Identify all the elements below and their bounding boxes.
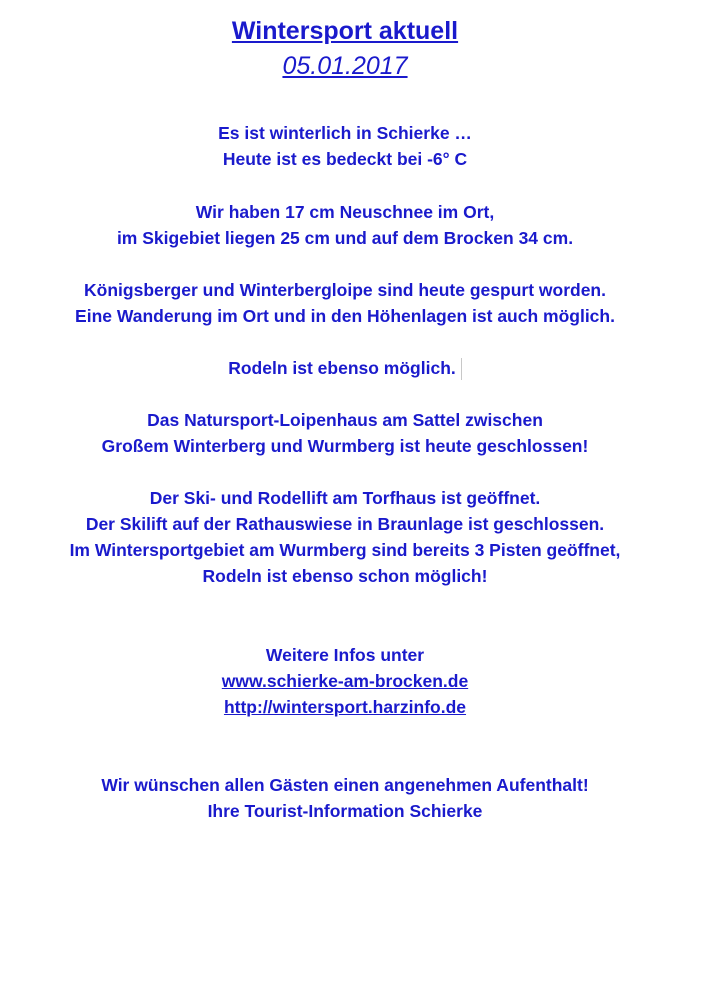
trails-line-1: Königsberger und Winterbergloipe sind heute gespurt worden.: [84, 280, 606, 300]
lodge-line-2: Großem Winterberg und Wurmberg ist heute geschlossen!: [101, 436, 589, 456]
closing-line-1: Wir wünschen allen Gästen einen angenehmen Aufenthalt!: [101, 775, 589, 795]
lifts-line-4: Rodeln ist ebenso schon möglich!: [202, 566, 488, 586]
snow-paragraph: [0, 199, 690, 251]
info-line: Weitere Infos unter: [265, 645, 425, 665]
weather-line-1: Es ist winterlich in Schierke …: [218, 123, 472, 143]
sledding-paragraph: [0, 355, 690, 381]
snow-line-2: im Skigebiet liegen 25 cm und auf dem Brocken 34 cm.: [116, 228, 574, 248]
text-cursor: [461, 358, 462, 380]
snow-line-1: Wir haben 17 cm Neuschnee im Ort,: [195, 202, 495, 222]
trails-line-2: Eine Wanderung im Ort und in den Höhenlagen ist auch möglich.: [75, 306, 615, 326]
closing-line-2: Ihre Tourist-Information Schierke: [207, 801, 483, 821]
lifts-line-2: Der Skilift auf der Rathauswiese in Braunlage ist geschlossen.: [85, 514, 605, 534]
info-paragraph: [0, 642, 690, 720]
report-date: 05.01.2017: [282, 52, 408, 80]
lodge-line-1: Das Natursport-Loipenhaus am Sattel zwischen: [147, 410, 543, 430]
closing-paragraph: [0, 772, 690, 824]
weather-line-2: Heute ist es bedeckt bei -6° C: [222, 149, 468, 169]
lifts-line-1: Der Ski- und Rodellift am Torfhaus ist geöffnet.: [149, 488, 541, 508]
harzinfo-link[interactable]: http://wintersport.harzinfo.de: [223, 697, 467, 717]
lodge-paragraph: [0, 407, 690, 459]
lifts-line-3: Im Wintersportgebiet am Wurmberg sind bereits 3 Pisten geöffnet,: [69, 540, 621, 560]
weather-paragraph: [0, 120, 690, 172]
page-title: Wintersport aktuell: [231, 17, 459, 45]
sledding-text: Rodeln ist ebenso möglich.: [228, 358, 456, 378]
schierke-link[interactable]: www.schierke-am-brocken.de: [221, 671, 469, 691]
trails-paragraph: [0, 277, 690, 329]
sledding-line: [0, 355, 690, 381]
lifts-paragraph: [0, 485, 690, 589]
